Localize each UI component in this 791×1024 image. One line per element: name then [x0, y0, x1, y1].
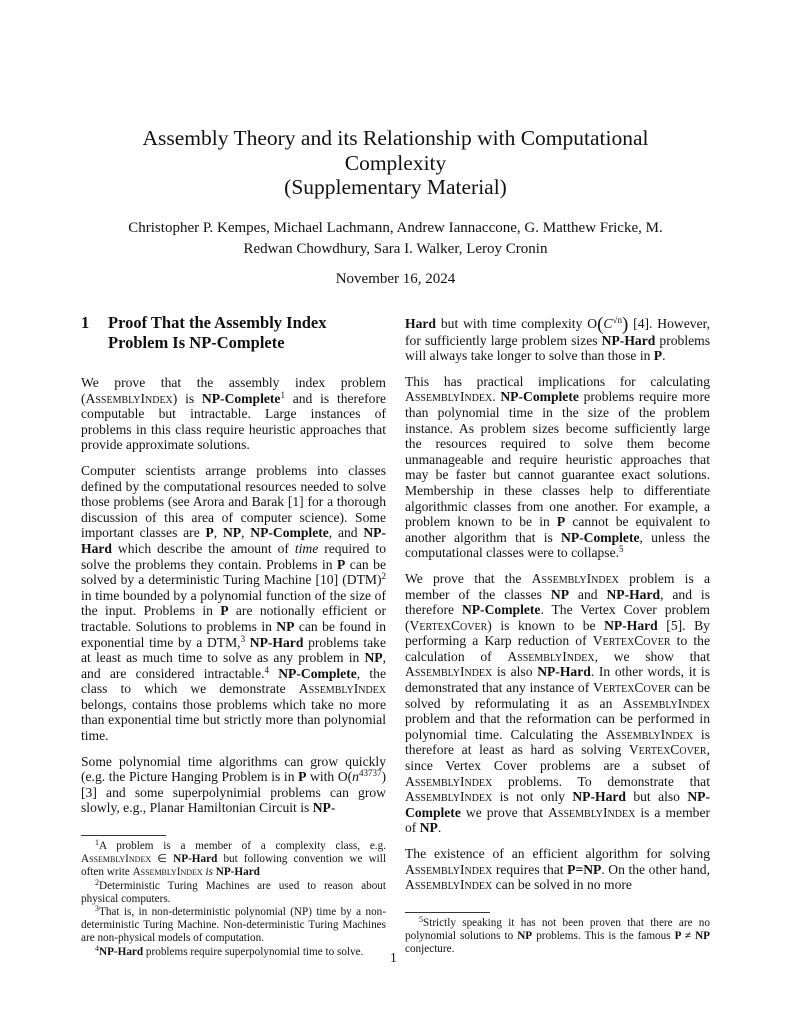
text: conjecture.: [405, 943, 455, 956]
text: cannot be equivalent to another algorithm that is: [405, 514, 710, 545]
text: problems will always take longer to solve than those in: [405, 332, 710, 364]
text: belongs, contains those problems which take no more than exponential time but strictly more than polynomial time.: [81, 696, 386, 744]
paragraph-growth-examples-cont: [405, 316, 710, 364]
paper-title: [90, 126, 701, 200]
footnote-3: [81, 906, 386, 946]
text: and is therefore computable but intractable. Large instances of problems in this class require heuristic approaches that provide approximate solutions.: [81, 390, 387, 453]
math-n: n: [352, 769, 359, 785]
section-heading: [81, 313, 386, 353]
text: , and are considered intractable.: [81, 650, 386, 681]
text: .: [437, 820, 442, 836]
paragraph-efficient-algorithm: [405, 846, 710, 893]
term-assembly-index: AssemblyIndex: [507, 648, 595, 664]
term-np-complete: NP-Complete: [461, 602, 541, 618]
term-np-complete: NP-Complete: [201, 390, 281, 406]
term-assembly-index: AssemblyIndex: [85, 390, 173, 406]
term-vertex-cover: VertexCover: [593, 680, 671, 696]
text: can be solved by a deterministic Turing Machine [10] (DTM): [81, 556, 386, 588]
text: with O(: [306, 769, 353, 785]
text: Strictly speaking it has not been proven that there are no polynomial solutions to: [405, 917, 710, 943]
footnote-4: [81, 943, 386, 959]
text: requires that: [492, 861, 568, 877]
authors-line-2: Redwan Chowdhury, Sara I. Walker, Leroy Cronin: [243, 241, 548, 257]
text: .: [492, 389, 501, 405]
term-assembly-index: AssemblyIndex: [548, 804, 636, 820]
term-vertex-cover: VertexCover: [409, 617, 488, 633]
text: to the calculation of: [405, 633, 710, 664]
footnote-rule: [81, 835, 166, 836]
term-np-complete: NP-Complete: [561, 529, 640, 545]
term-np-hard: NP-Hard: [81, 525, 387, 556]
footnote-ref-1[interactable]: 1: [280, 389, 285, 400]
text: can be solved in no more: [492, 877, 632, 893]
text: . In other words, it is demonstrated that any instance of: [405, 664, 710, 696]
term-p: P: [220, 603, 229, 619]
text: is a member of: [405, 804, 710, 836]
text: problems require more than polynomial time in the size of the problem instance. As problem sizes become sufficiently large the resources required to solve them become unmanageable and require heuristic approaches that may be faster but cannot guarantee exact solutions. Membership in these classes help to differentiate algorithmic classes from one another. For example, a problem known to be in: [405, 389, 711, 530]
text: .: [662, 348, 666, 364]
footnotes-left: [81, 835, 386, 959]
term-np-complete: NP-Complete: [405, 789, 711, 820]
term-np-hard: NP-Hard: [173, 853, 218, 866]
term-np: NP: [364, 650, 383, 666]
term-np-hard: NP-Hard: [606, 586, 661, 602]
text: problem is a member of the classes: [405, 570, 711, 602]
page-number: 1: [390, 950, 397, 965]
text: The existence of an efficient algorithm for solving: [405, 846, 710, 861]
text: [5]. By performing a Karp reduction of: [405, 617, 710, 649]
text: problems. This is the famous: [532, 930, 675, 943]
term-vertex-cover: VertexCover: [628, 742, 707, 758]
text: ,: [241, 525, 251, 541]
text: ,: [213, 525, 223, 541]
footnotes-right: [405, 912, 710, 957]
paragraph-complexity-classes: [81, 463, 386, 744]
footnote-number: 5: [419, 915, 423, 924]
term-assembly-index: AssemblyIndex: [298, 681, 386, 697]
footnote-number: 1: [95, 838, 99, 847]
text: is not only: [492, 789, 573, 805]
term-assembly-index: AssemblyIndex: [405, 664, 493, 680]
text: , since Vertex Cover problems are a subset of: [405, 742, 710, 774]
text: we prove that: [460, 804, 549, 820]
section-title: Proof That the Assembly Index Problem Is NP-Complete: [108, 313, 327, 352]
term-np-hard: NP-Hard: [215, 866, 260, 879]
term-np-complete: NP-Complete: [500, 389, 579, 405]
term-assembly-index: AssemblyIndex: [132, 866, 203, 879]
section-number: 1: [81, 313, 90, 332]
term-p: P: [653, 348, 663, 364]
term-np-complete: NP-Complete: [278, 665, 357, 681]
text: are notionally efficient or tractable. Solutions to problems in: [81, 603, 386, 634]
term-np-hard: NP-Hard: [601, 332, 656, 348]
emphasis-time: time: [294, 540, 319, 556]
text: . On the other hand,: [601, 861, 710, 877]
text: problems. To demonstrate that: [492, 773, 710, 789]
term-np: NP: [276, 618, 295, 634]
text: We prove that the: [405, 570, 532, 586]
text: . The Vertex Cover problem (: [405, 602, 711, 633]
text: problems require superpolynomial time to solve.: [143, 945, 364, 958]
term-assembly-index: AssemblyIndex: [405, 789, 493, 805]
footnote-5: [405, 917, 710, 957]
math-exponent: 43737: [358, 768, 382, 779]
right-column: [405, 316, 710, 903]
text: but following convention we will often write: [81, 853, 386, 879]
footnote-1: [81, 840, 386, 880]
term-p-not-equal-np: P ≠ NP: [674, 930, 710, 943]
text: , and is therefore: [405, 586, 710, 618]
footnote-number: 4: [95, 943, 99, 953]
text: is therefore at least as hard as solving: [405, 726, 710, 758]
term-np: NP: [419, 820, 438, 836]
authors-line-1: Christopher P. Kempes, Michael Lachmann, Andrew Iannaccone, G. Matthew Fricke, M.: [128, 220, 663, 236]
text: but also: [625, 789, 688, 805]
text: [269, 666, 278, 681]
footnote-ref-2[interactable]: 2: [381, 571, 386, 582]
term-p: P: [205, 525, 214, 541]
text: ) is: [172, 390, 202, 406]
term-np: NP: [222, 525, 242, 541]
term-p: P: [556, 514, 566, 530]
term-assembly-index: AssemblyIndex: [405, 389, 493, 405]
term-np: NP: [550, 586, 569, 602]
text: Computer scientists arrange problems into classes defined by the computational resources needed to solve those problems (see Arora and Barak [1] for a thorough discussion of this area of computer science). Some important classes are: [81, 462, 386, 541]
term-p-equals-np: P=NP: [567, 861, 602, 877]
text: and: [569, 586, 607, 602]
paren-close: ): [621, 314, 629, 335]
term-vertex-cover: VertexCover: [592, 633, 671, 649]
term-np-hard: NP-Hard: [537, 664, 591, 680]
title-line-2: Complexity: [344, 150, 447, 175]
text: That is, in non-deterministic polynomial (NP) time by a non-deterministic Turing Machine. Non-deterministic Turing Machines are non-physical models of computation.: [81, 906, 386, 945]
text: A problem is a member of a complexity class, e.g.: [99, 840, 386, 852]
text: , we show that: [594, 648, 710, 664]
left-column: [81, 313, 386, 826]
footnote-number: 3: [95, 904, 99, 914]
term-p: P: [337, 556, 346, 572]
text: , unless the computational classes were to collapse.: [405, 529, 710, 561]
text: required to solve the problems they contain. Problems in: [81, 540, 386, 572]
paragraph-intro: [81, 375, 386, 453]
title-line-3: (Supplementary Material): [284, 175, 507, 199]
text: can be solved by reformulating it as an: [405, 680, 710, 711]
text: problem and that the reformation can be performed in polynomial time. Calculating the: [405, 711, 710, 742]
paragraph-growth-examples: Some polynomial time algorithms can grow quickly (e.g. the Picture Hanging Problem is in P with $O(n^{43737})$ [3] and some superpolynimial problems can grow slowly, e.g., Planar Hamiltonian Circuit is NP-: [81, 753, 386, 816]
text: but with time complexity O: [435, 316, 598, 331]
term-assembly-index: AssemblyIndex: [531, 570, 619, 586]
math-exponent: √n: [612, 315, 622, 325]
text: which describe the amount of: [111, 540, 295, 556]
paragraph-proof-outline: [405, 571, 710, 836]
emphasis-is: is: [205, 866, 213, 879]
paragraph-practical-implications: [405, 374, 710, 561]
text: We prove that the assembly index problem (: [81, 375, 386, 406]
text: problems take at least as much time to solve as any problem in: [81, 634, 387, 666]
term-assembly-index: AssemblyIndex: [605, 726, 693, 742]
text: [4]. However, for sufficiently large problem sizes: [405, 316, 710, 348]
text: Deterministic Turing Machines are used to reason about physical computers.: [81, 879, 386, 905]
author-list: [80, 218, 711, 260]
text: Some polynomial time algorithms can grow quickly (e.g. the Picture Hanging Problem is in: [81, 753, 386, 785]
footnote-ref-5[interactable]: 5: [619, 544, 624, 555]
term-assembly-index: AssemblyIndex: [405, 877, 493, 893]
paren-open: (: [597, 314, 604, 335]
text: This has practical implications for calculating: [405, 373, 710, 389]
term-hard-fragment: Hard: [405, 316, 436, 331]
text: , and: [328, 525, 364, 541]
term-np-hard: NP-Hard: [249, 634, 304, 650]
publication-date: November 16, 2024: [335, 271, 456, 287]
footnote-2: [81, 877, 386, 906]
text: ∈: [151, 853, 174, 866]
term-np-hard: NP-Hard: [604, 617, 658, 633]
term-np: NP: [517, 930, 533, 943]
title-line-1: Assembly Theory and its Relationship with Computational: [142, 126, 649, 150]
text: can be found in exponential time by a DTM,: [81, 618, 386, 650]
term-np-hard: NP-Hard: [99, 945, 144, 958]
term-assembly-index: AssemblyIndex: [81, 853, 152, 866]
term-assembly-index: AssemblyIndex: [622, 695, 710, 711]
footnote-number: 2: [95, 877, 99, 887]
term-np: NP: [312, 800, 331, 816]
text: in time bounded by a polynomial function of the size of the input. Problems in: [81, 587, 386, 619]
footnote-rule: [405, 912, 490, 913]
math-c: C: [603, 316, 613, 331]
text: , the class to which we demonstrate: [81, 665, 386, 697]
term-np-hard: NP-Hard: [572, 789, 626, 805]
footnote-ref-3[interactable]: 3: [240, 633, 246, 644]
term-np-complete: NP-Complete: [250, 525, 329, 541]
text: ) is known to be: [487, 617, 605, 633]
text: ) [3] and some superpolynimial problems can grow slowly, e.g., Planar Hamiltonian Circuit is: [81, 769, 386, 816]
term-p: P: [298, 769, 307, 785]
text: is also: [492, 664, 538, 680]
footnote-ref-4[interactable]: 4: [264, 664, 270, 675]
term-assembly-index: AssemblyIndex: [405, 773, 493, 789]
term-assembly-index: AssemblyIndex: [405, 861, 493, 877]
